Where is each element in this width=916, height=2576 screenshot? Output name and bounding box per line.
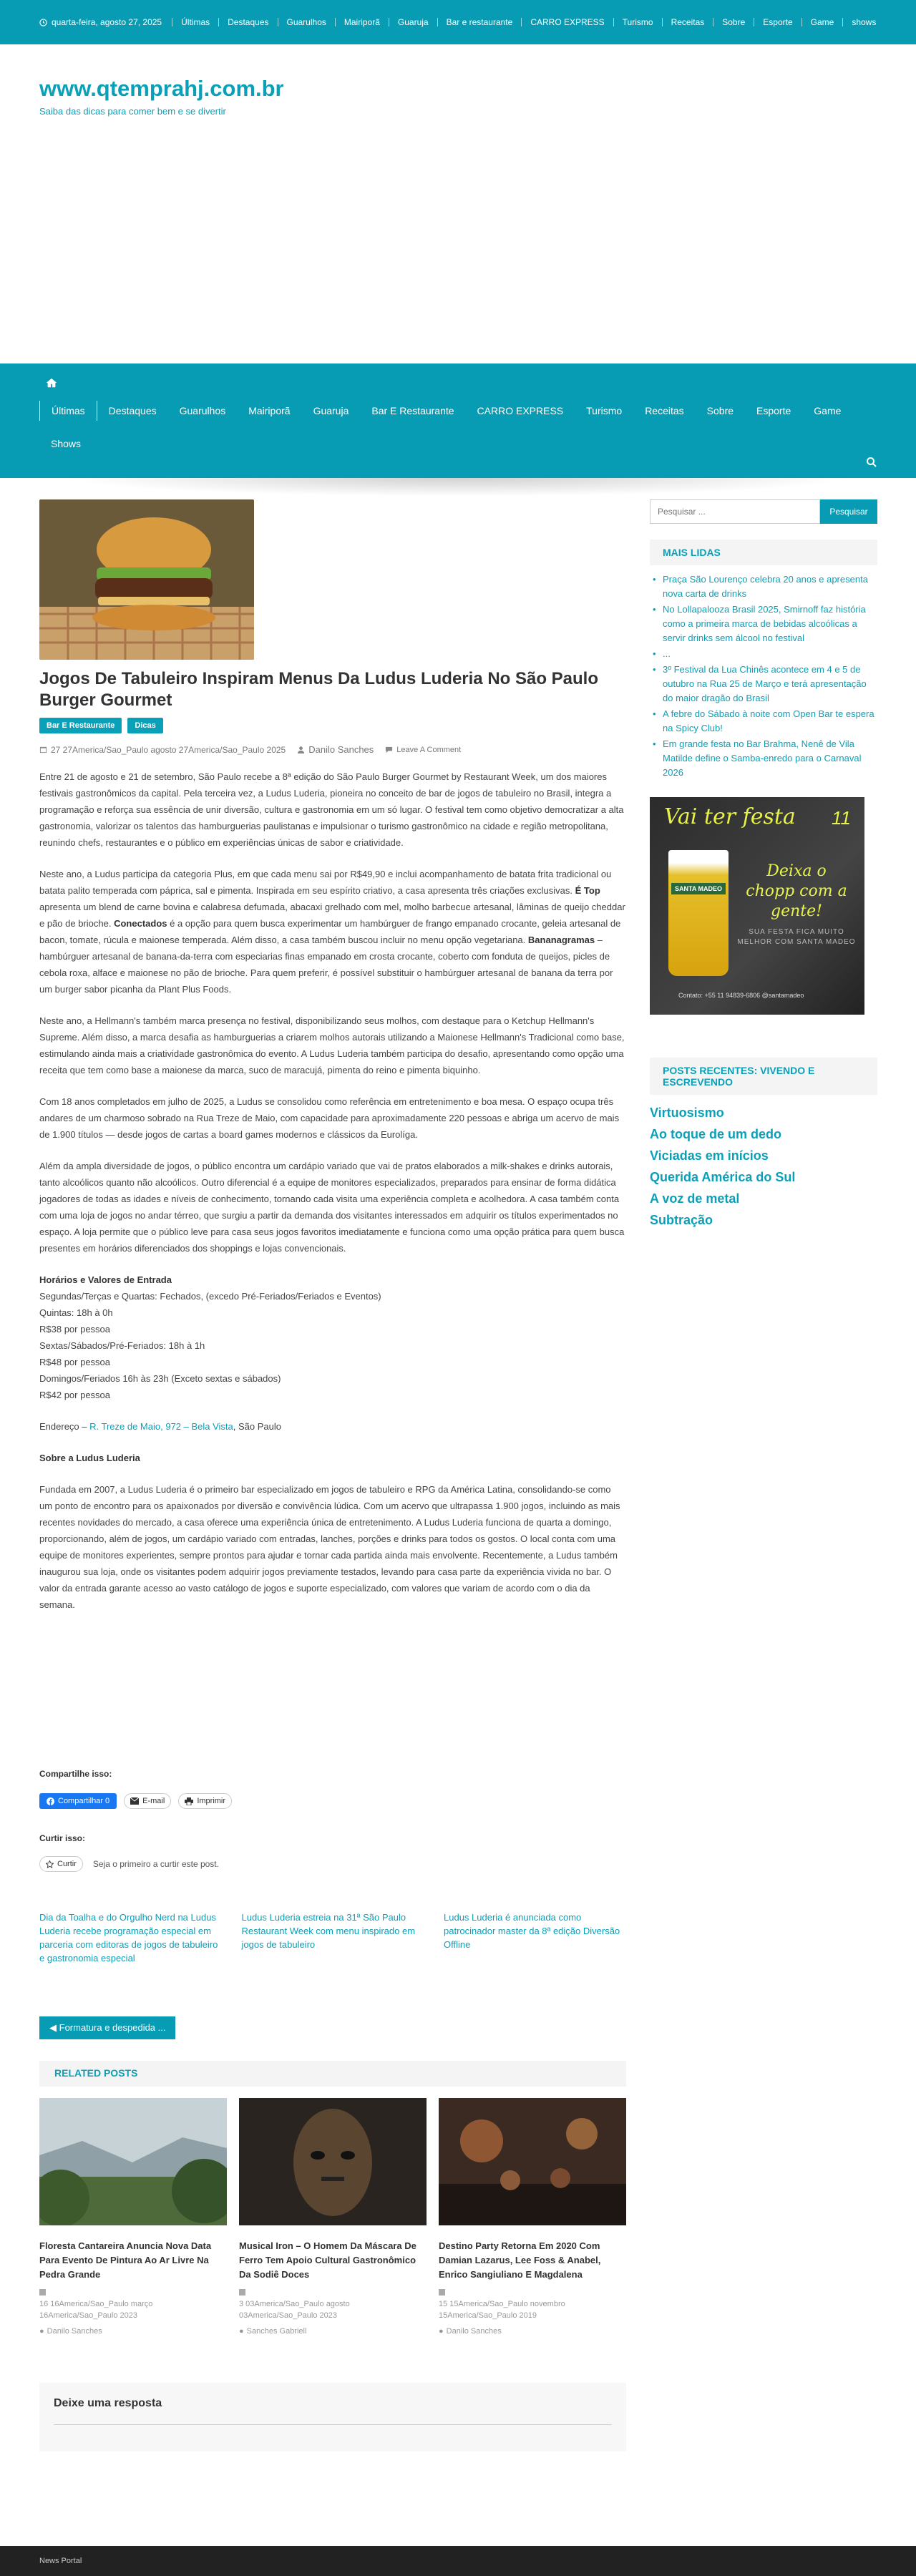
top-link-bar[interactable]: Bar e restaurante <box>437 18 522 26</box>
post-categories <box>39 718 163 733</box>
bold-term: Conectados <box>114 918 167 929</box>
post-comments-text: Leave A Comment <box>396 745 462 754</box>
user-icon: ● <box>39 2327 44 2336</box>
top-link-turismo[interactable]: Turismo <box>613 18 662 26</box>
related-post-date <box>39 2289 227 2321</box>
hours-line: Quintas: 18h à 0h <box>39 1307 113 1318</box>
calendar-icon <box>39 2289 46 2296</box>
site-title[interactable]: www.qtemprahj.com.br <box>39 76 284 101</box>
facebook-share-label: Compartilhar 0 <box>58 1797 110 1805</box>
related-post-author[interactable] <box>39 2327 227 2336</box>
top-link-mairipora[interactable]: Mairiporã <box>335 18 389 26</box>
related-post-date-text: 16 16America/Sao_Paulo março 16America/Sao_Paulo 2023 <box>39 2300 153 2320</box>
hours-title: Horários e Valores de Entrada <box>39 1274 172 1285</box>
top-link-guarulhos[interactable]: Guarulhos <box>278 18 335 26</box>
recent-posts-list <box>650 1102 877 1231</box>
calendar-icon <box>239 2289 245 2296</box>
search-input[interactable] <box>650 499 820 524</box>
top-link-sobre[interactable]: Sobre <box>713 18 754 26</box>
ad-contact: Contato: +55 11 94839-6806 @santamadeo <box>678 992 804 999</box>
related-post-image <box>439 2098 626 2225</box>
related-posts-header <box>39 2061 626 2087</box>
nav-item-esporte[interactable]: Esporte <box>756 405 791 416</box>
related-post-title[interactable]: Musical Iron – O Homem Da Máscara De Ferro Tem Apoio Cultural Gastronômico Da Sodiê Doces <box>239 2240 416 2280</box>
related-post-card[interactable] <box>239 2098 427 2336</box>
top-date <box>39 17 162 27</box>
address-city: , São Paulo <box>233 1421 281 1432</box>
related-post-image <box>239 2098 427 2225</box>
related-posts <box>39 2098 626 2336</box>
address-link[interactable]: R. Treze de Maio, 972 – Bela Vista <box>89 1421 233 1432</box>
user-icon: ● <box>439 2327 444 2336</box>
like-button-label: Curtir <box>57 1860 77 1868</box>
hours-line: R$48 por pessoa <box>39 1357 111 1367</box>
comment-icon <box>385 746 393 753</box>
sidebar <box>650 499 877 1231</box>
user-icon: ● <box>239 2327 244 2336</box>
related-post-date <box>439 2289 626 2321</box>
nav-item-guaruja[interactable]: Guaruja <box>313 405 349 416</box>
most-read-list <box>650 565 877 780</box>
recent-posts-title: POSTS RECENTES: VIVENDO E ESCREVENDO <box>650 1058 877 1095</box>
related-post-author[interactable] <box>239 2327 427 2336</box>
nav-item-bar[interactable]: Bar E Restaurante <box>371 405 454 416</box>
hours-line: R$42 por pessoa <box>39 1390 111 1400</box>
related-post-author-text: Danilo Sanches <box>47 2327 102 2336</box>
nav-item-game[interactable]: Game <box>814 405 842 416</box>
hours-line: Sextas/Sábados/Pré-Feriados: 18h à 1h <box>39 1340 205 1351</box>
calendar-icon <box>39 746 47 753</box>
top-link-shows[interactable]: shows <box>842 18 885 26</box>
related-post-author[interactable] <box>439 2327 626 2336</box>
top-link-receitas[interactable]: Receitas <box>662 18 713 26</box>
ad-brand: SANTA MADEO <box>671 883 726 894</box>
post-paragraph: Além da ampla diversidade de jogos, o público encontra um cardápio variado que vai de pratos elaborados a milk-shakes e drinks autorais, tanto alcoólicos quanto não alcoólicos. Outro diferencial é a equipe de monitores especializados, preparados para ensinar de forma didática jogadores de todas as idades e níveis de conhecimento, tornando cada visita uma experiência completa e acolhedora. A casa também conta com uma loja de jogos no andar térreo, que surgiu a partir da demanda dos visitantes interessados em adquirir os títulos experimentados no espaço. A loja permite que o público leve para casa seus jogos favoritos imediatamente e funciona como uma opção prática para quem busca presentes em horários diferenciados dos shoppings e lojas convencionais. <box>39 1161 625 1254</box>
about-title-text: Sobre a Ludus Luderia <box>39 1453 140 1463</box>
ad-headline: Vai ter festa <box>664 804 796 829</box>
most-read-item[interactable]: • A febre do Sábado à noite com Open Bar te espera na Spicy Club! <box>650 707 877 736</box>
nav-item-turismo[interactable]: Turismo <box>586 405 623 416</box>
related-post-author-text: Sanches Gabriell <box>246 2327 307 2336</box>
recent-post-link[interactable]: A voz de metal <box>650 1191 740 1206</box>
sidebar-ad-banner[interactable] <box>650 797 864 1015</box>
top-date-text: quarta-feira, agosto 27, 2025 <box>52 17 162 27</box>
print-label: Imprimir <box>197 1797 226 1805</box>
search-icon[interactable] <box>866 457 877 468</box>
most-read-item[interactable]: • No Lollapalooza Brasil 2025, Smirnoff faz história como a primeira marca de bebidas alcoólicas a servir drinks sem álcool no festival <box>650 602 877 645</box>
post-paragraph: Fundada em 2007, a Ludus Luderia é o primeiro bar especializado em jogos de tabuleiro e RPG da América Latina, consolidando-se como um ponto de encontro para os apaixonados por diversão e convivência lúdica. Com um acervo que ultrapassa 1.900 jogos, incluindo as mais recentes novidades do mercado, a casa oferece uma experiência única de entretenimento. A Ludus Luderia funciona de quarta a domingo, proporcionando, além de jogos, um cardápio variado com entradas, lanches, porções e drinks para todos os gostos. O local conta com uma equipe de monitores experientes, sempre prontos para ajudar e tornar cada partida ainda mais envolvente. Recentemente, a Ludus também inaugurou sua loja, onde os visitantes podem adquirir jogos previamente testados, levando para casa parte da experiência vivida no bar. O valor da entrada garante acesso ao vasto catálogo de jogos e suporte especializado, com valores que variam de acordo com o dia da semana. <box>39 1484 620 1610</box>
like-section <box>39 1833 219 1872</box>
nav-item-sobre[interactable]: Sobre <box>706 405 734 416</box>
reply-section <box>39 2383 626 2451</box>
post-comments[interactable] <box>385 746 461 754</box>
previous-post-label: Formatura e despedida ... <box>59 2022 166 2033</box>
post-paragraph: Neste ano, a Hellmann's também marca presença no festival, disponibilizando seus molhos, com destaque para o Ketchup Hellmann's Supreme. Além disso, a marca desafia as hamburguerias a criarem molhos autorais utilizando a Maionese Hellmann's Tradicional como base, estimulando ainda mais a criatividade gastronômica do evento. A Ludus Luderia também participa do desafio, apresentando como opção uma receita que tem como base a maionese da marca, suco de maracujá, pimenta do reino e pimenta biquinho. <box>39 1015 625 1075</box>
post-featured-image <box>39 499 254 660</box>
site-branding <box>39 76 284 117</box>
like-label: Curtir isso: <box>39 1833 86 1843</box>
related-link[interactable]: Ludus Luderia é anunciada como patrocinador master da 8ª edição Diversão Offline <box>444 1912 620 1950</box>
like-text: Seja o primeiro a curtir este post. <box>92 1859 219 1869</box>
nav-item-carro[interactable]: CARRO EXPRESS <box>477 405 564 416</box>
top-link-guaruja[interactable]: Guaruja <box>389 18 437 26</box>
category-bar-restaurante[interactable]: Bar E Restaurante <box>39 718 122 733</box>
post-title: Jogos De Tabuleiro Inspiram Menus Da Ludus Luderia No São Paulo Burger Gourmet <box>39 669 599 710</box>
related-post-title[interactable]: Destino Party Retorna Em 2020 Com Damian Lazarus, Lee Foss & Anabel, Enrico Sangiuliano E Magdalena <box>439 2240 601 2280</box>
ad-subtext: SUA FESTA FICA MUITO MELHOR COM SANTA MADEO <box>737 928 856 946</box>
related-post-image <box>39 2098 227 2225</box>
hours-line: Segundas/Terças e Quartas: Fechados, (excedo Pré-Feriados/Feriados e Eventos) <box>39 1291 381 1302</box>
search-button[interactable]: Pesquisar <box>820 499 877 524</box>
post-date[interactable] <box>39 745 286 755</box>
share-section <box>39 1769 232 1809</box>
previous-post-button[interactable] <box>39 2016 175 2039</box>
top-link-carro[interactable]: CARRO EXPRESS <box>521 18 613 26</box>
print-button[interactable] <box>178 1793 232 1809</box>
post-date-text: 27 27America/Sao_Paulo agosto 27America/Sao_Paulo 2025 <box>51 744 286 755</box>
top-bar <box>0 0 916 44</box>
address-label: Endereço – <box>39 1421 87 1432</box>
hours-line: R$38 por pessoa <box>39 1324 111 1335</box>
post-paragraph: Entre 21 de agosto e 21 de setembro, São Paulo recebe a 8ª edição do São Paulo Burger Gourmet by Restaurant Week, um dos maiores festivais gastronômicos da capital. Pela terceira vez, a Ludus Luderia, pioneira no conceito de bar de jogos de tabuleiro no Brasil, integra a programação e reforça sua essência de unir diversão, cultura e gastronomia em um só lugar. O festival tem como objetivo democratizar a alta gastronomia, valorizar os talentos das hamburguerias paulistanas e impulsionar o turismo gastronômico na cidade e região metropolitana, reunindo chefs, restaurantes e o público em experiências únicas de sabor e criatividade. <box>39 771 624 848</box>
related-link[interactable]: Dia da Toalha e do Orgulho Nerd na Ludus Luderia recebe programação especial em parceria com editoras de jogos de tabuleiro e gastronomia especial <box>39 1912 218 1963</box>
email-share-button[interactable] <box>124 1793 171 1809</box>
chevron-left-icon: ◀ <box>49 2022 57 2033</box>
ad-number: 11 <box>832 807 851 829</box>
text-span: Neste ano, a Ludus participa da categoria Plus, em que cada menu sai por R$49,90 e inclui acompanhamento de batata frita tradicional ou batata palito temperada com páprica, sal e pimenta. Inspirada em seu espírito criativo, a casa apresenta três criações exclusivas. <box>39 869 612 896</box>
hours-line: Domingos/Feriados 16h às 23h (Exceto sextas e sábados) <box>39 1373 281 1384</box>
recent-post-link[interactable]: Ao toque de um dedo <box>650 1127 781 1141</box>
nav-item-mairipora[interactable]: Mairiporã <box>248 405 291 416</box>
facebook-icon <box>47 1797 54 1805</box>
post-author-text: Danilo Sanches <box>308 744 374 755</box>
sidebar-search <box>650 499 877 524</box>
nav-item-shows[interactable]: Shows <box>51 438 82 449</box>
most-read-item[interactable]: • Praça São Lourenço celebra 20 anos e apresenta nova carta de drinks <box>650 572 877 601</box>
related-post-title[interactable]: Floresta Cantareira Anuncia Nova Data Para Evento De Pintura Ao Ar Livre Na Pedra Grande <box>39 2240 212 2280</box>
related-post-date <box>239 2289 427 2321</box>
post-meta <box>39 744 461 755</box>
footer <box>0 2546 916 2576</box>
most-read-title: MAIS LIDAS <box>650 540 877 565</box>
ad-deal: Deixa o chopp com a gente! <box>746 862 847 920</box>
related-posts-title: RELATED POSTS <box>54 2067 138 2079</box>
post-paragraph: Com 18 anos completados em julho de 2025, a Ludus se consolidou como referência em entretenimento e boa mesa. O espaço ocupa três andares de um charmoso sobrado na Rua Treze de Maio, com capacidade para aproximadamente 220 pessoas e abriga um acervo de mais de 1.900 títulos — desde jogos de cartas a board games modernos e clássicos da Eurolíga. <box>39 1096 620 1140</box>
most-read-item[interactable]: • ... <box>650 647 877 661</box>
top-link-game[interactable]: Game <box>802 18 843 26</box>
text-span: –hambúrguer artesanal de banana-da-terra com especiarias finas empanado em crosta crocante, coberto com fonduta de queijos, picles de cebola roxa, alface e maionese no pão de brioche. Para quem preferir, é possível substituir o hambúrguer artesanal de banana da terra por um burger sabor picanha da Plant Plus Foods. <box>39 935 613 995</box>
nav-item-destaques[interactable]: Destaques <box>108 405 157 416</box>
top-link-destaques[interactable]: Destaques <box>218 18 277 26</box>
post-author[interactable] <box>297 744 374 755</box>
recent-post-link[interactable]: Subtração <box>650 1213 713 1227</box>
nav-item-ultimas[interactable]: Últimas <box>39 401 97 421</box>
nav-item-guarulhos[interactable]: Guarulhos <box>179 405 226 416</box>
recent-post-link[interactable]: Viciadas em inícios <box>650 1148 769 1163</box>
recent-post-link[interactable]: Virtuosismo <box>650 1106 724 1120</box>
related-link[interactable]: Ludus Luderia estreia na 31ª São Paulo Restaurant Week com menu inspirado em jogos de tabuleiro <box>241 1912 416 1950</box>
text-span: é a opção para quem busca experimentar um hambúrguer de frango empanado crocante, geleia artesanal de bacon, tomate, rúcula e maionese temperada. Além disso, a casa também buscou incluir no menu opção vegetariana. <box>39 918 621 945</box>
related-post-card[interactable] <box>439 2098 626 2336</box>
home-icon[interactable] <box>45 376 58 389</box>
recent-post-link[interactable]: Querida América do Sul <box>650 1170 796 1184</box>
like-button[interactable] <box>39 1856 83 1872</box>
hours-block <box>39 1272 626 1403</box>
related-post-date-text: 15 15America/Sao_Paulo novembro 15America/Sao_Paulo 2019 <box>439 2300 565 2320</box>
reply-divider <box>54 2424 612 2425</box>
about-title <box>39 1450 626 1466</box>
site-tagline: Saiba das dicas para comer bem e se divertir <box>39 106 226 117</box>
reply-title: Deixe uma resposta <box>54 2397 162 2409</box>
nav-shadow <box>0 478 916 499</box>
beer-glass-image <box>668 850 729 976</box>
most-read-item[interactable]: • 3º Festival da Lua Chinês acontece em 4 e 5 de outubro na Rua 25 de Março e terá apresentação do maior dragão do Brasil <box>650 663 877 706</box>
share-label: Compartilhe isso: <box>39 1769 112 1779</box>
calendar-icon <box>439 2289 445 2296</box>
email-icon <box>130 1797 139 1805</box>
user-icon <box>297 746 305 753</box>
clock-icon <box>39 19 47 26</box>
facebook-share-button[interactable] <box>39 1793 117 1809</box>
bold-term: É Top <box>575 885 600 896</box>
post-paragraph <box>39 866 626 997</box>
footer-text[interactable]: News Portal <box>39 2557 82 2565</box>
related-links <box>39 1911 626 1965</box>
address-line <box>39 1418 626 1435</box>
main-nav <box>0 364 916 478</box>
category-dicas[interactable]: Dicas <box>127 718 162 733</box>
related-post-card[interactable] <box>39 2098 227 2336</box>
related-post-author-text: Danilo Sanches <box>446 2327 502 2336</box>
star-icon <box>46 1860 54 1868</box>
nav-item-receitas[interactable]: Receitas <box>645 405 684 416</box>
top-link-esporte[interactable]: Esporte <box>754 18 801 26</box>
text-span: apresenta um blend de carne bovina e calabresa defumada, abacaxi grelhado com mel, molho barbecue artesanal, lâminas de queijo cheddar e pão de brioche. <box>39 902 625 929</box>
bold-term: Bananagramas <box>527 935 595 945</box>
printer-icon <box>185 1797 193 1805</box>
email-share-label: E-mail <box>142 1797 165 1805</box>
top-link-ultimas[interactable]: Últimas <box>172 18 218 26</box>
most-read-item[interactable]: • Em grande festa no Bar Brahma, Nenê de Vila Matilde define o Samba-enredo para o Carnaval 2026 <box>650 737 877 780</box>
post-content <box>39 769 626 1628</box>
related-post-date-text: 3 03America/Sao_Paulo agosto 03America/Sao_Paulo 2023 <box>239 2300 350 2320</box>
